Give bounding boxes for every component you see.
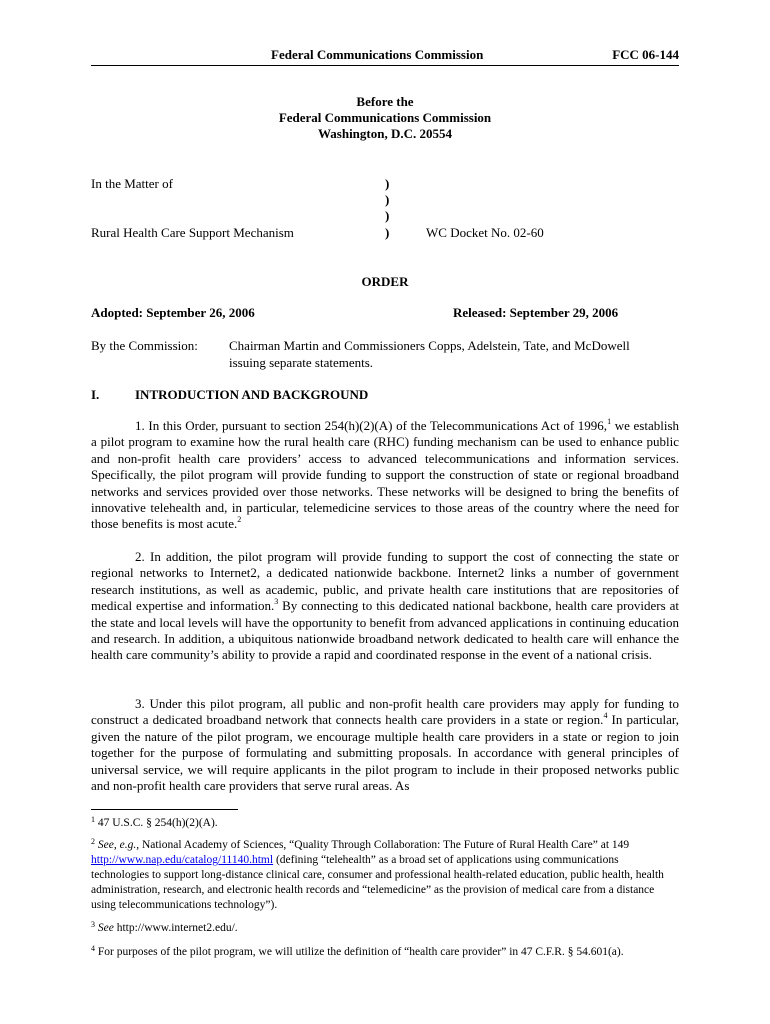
paren-2: ): [385, 192, 390, 207]
footnote-separator: [91, 809, 238, 810]
footnote-ref-2: 2: [237, 515, 242, 525]
footnote-3-text: http://www.internet2.edu/.: [113, 922, 238, 934]
footnote-ref-3: 3: [274, 597, 279, 607]
footnote-ref-4: 4: [603, 711, 608, 721]
footnote-2-text-b: (defining “telehealth” as a broad set of applications using communications technologies to support long-distance clinical care, consumer and professional health-related education, public health, health administration, research, and electronic health records and “telemedicine” as the provision of medical care from a distance using telecommunications technology”).: [91, 854, 664, 911]
header-doc-id: FCC 06-144: [612, 47, 679, 62]
paren-4: ): [385, 225, 390, 240]
section-title: INTRODUCTION AND BACKGROUND: [135, 387, 369, 402]
footnote-3-signal: See: [95, 922, 114, 934]
paragraph-1: [91, 418, 679, 533]
caption-before: Before the: [356, 94, 414, 109]
footnote-ref-1: 1: [607, 417, 612, 426]
footnote-2: [91, 838, 679, 913]
p1-text-b: we establish a pilot program to examine how the rural health care (RHC) funding mechanism can be used to enhance public and non-profit health care providers’ access to advanced telecommunications and information services. Specifically, the pilot program will provide funding to support the construction of state or regional broadband networks and services provided over those networks. These networks will be designed to bring the benefits of innovative telehealth and, in particular, telemedicine services to those areas of the country where the need for those benefits is most acute.: [91, 418, 679, 532]
caption-location: Washington, D.C. 20554: [318, 126, 452, 141]
footnote-4-number: 4: [91, 944, 95, 953]
running-header: [91, 47, 679, 66]
paren-3: ): [385, 208, 390, 223]
p2-text-a: 2. In addition, the pilot program will provide funding to support the cost of connecting the state or regional networks to Internet2, a dedicated nationwide backbone. Internet2 links a number of government research institutions, as well as academic, public, and private health care institutions that are repositories of medical expertise and information.: [91, 549, 679, 614]
p3-text-a: 3. Under this pilot program, all public and non-profit health care providers may apply for funding to construct a dedicated broadband network that connects health care providers in a state or region.: [91, 696, 679, 728]
caption-agency: Federal Communications Commission: [278, 110, 492, 125]
footnote-1-text: 47 U.S.C. § 254(h)(2)(A).: [95, 817, 218, 829]
docket-number: WC Docket No. 02-60: [426, 225, 544, 240]
matter-title: Rural Health Care Support Mechanism: [91, 225, 294, 240]
p1-text-a: 1. In this Order, pursuant to section 254(h)(2)(A) of the Telecommunications Act of 1996,: [135, 418, 608, 433]
adopted-date: Adopted: September 26, 2006: [91, 305, 255, 320]
paragraph-2: [91, 549, 679, 664]
p2-text-b: By connecting to this dedicated national backbone, health care providers at the state and local levels will have the opportunity to benefit from advanced applications in continuing education and research. In addition, a ubiquitous nationwide broadband network dedicated to health care will enhance the health care community’s ability to provide a rapid and coordinated response in the event of a national crisis.: [91, 598, 679, 663]
footnote-3: [91, 921, 679, 936]
paragraph-3: [91, 696, 679, 794]
nap-catalog-link[interactable]: http://www.nap.edu/catalog/11140.html: [91, 854, 274, 866]
by-commission-label: By the Commission:: [91, 338, 198, 353]
paren-1: ): [385, 176, 390, 191]
header-agency: Federal Communications Commission: [271, 47, 484, 62]
footnote-4: [91, 945, 679, 960]
footnote-1: [91, 816, 679, 831]
in-the-matter: In the Matter of: [91, 176, 173, 191]
released-date: Released: September 29, 2006: [453, 305, 619, 320]
footnote-1-number: 1: [91, 815, 95, 824]
footnote-2-signal: See, e.g.,: [95, 839, 140, 851]
order-title: ORDER: [361, 274, 409, 289]
by-commission-line2: issuing separate statements.: [229, 355, 374, 370]
footnote-2-text-a: National Academy of Sciences, “Quality Through Collaboration: The Future of Rural Health Care” at 149: [139, 839, 630, 851]
footnote-4-text: For purposes of the pilot program, we will utilize the definition of “health care provider” in 47 C.F.R. § 54.601(a).: [95, 946, 624, 958]
footnote-3-number: 3: [91, 920, 95, 929]
footnote-2-number: 2: [91, 837, 95, 846]
by-commission-line1: Chairman Martin and Commissioners Copps, Adelstein, Tate, and McDowell: [229, 338, 630, 353]
p3-text-b: In particular, given the nature of the pilot program, we encourage multiple health care providers in a state or region to join together for the purpose of formulating and submitting proposals. In accordance with general principles of universal service, we will require applicants in the pilot program to include in their proposed networks public and non-profit health care providers that serve rural areas. As: [91, 712, 679, 794]
section-number: I.: [91, 387, 100, 402]
